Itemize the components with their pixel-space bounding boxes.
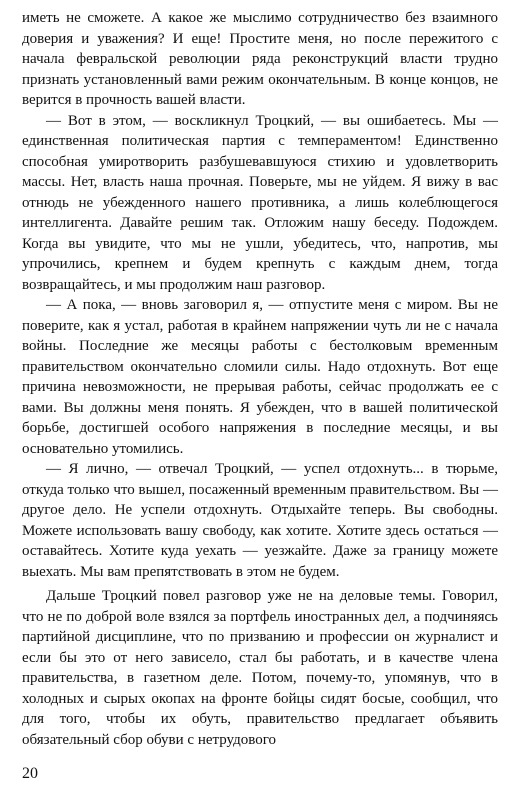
paragraph-2: — Вот в этом, — воскликнул Троцкий, — вы ошибаетесь. Мы — единственная политическая партия с темпераментом! Единственно способная умиротворить разбушевавшуюся стихию и удовлетворить массы. Нет, власть наша прочная. Поверьте, мы не уйдем. Я вижу в вас отнюдь не убежденного нашего противника, а лишь колеблющегося интеллигента. Давайте решим так. Отложим нашу беседу. Подождем. Когда вы увидите, что мы не ушли, убедитесь, что, напротив, мы упрочились, крепнем и будем крепнуть с каждым днем, тогда возвращайтесь, и мы продолжим наш разговор. — [22, 112, 498, 293]
page-number: 20 — [22, 765, 38, 782]
paragraph-5: Дальше Троцкий повел разговор уже не на деловые темы. Говорил, что не по доброй воле взялся за портфель иностранных дел, а подчиняясь партийной дисциплине, что по призванию и профессии он журналист и если бы это от него зависело, стал бы работать, и в качестве члена правительства, в газетном деле. Потом, почему-то, упомянув, что в холодных и сырых окопах на фронте бойцы сидят босые, сообщил, что для того, чтобы их обуть, правительство предлагает объявить обязательный сбор обуви с нетрудового — [22, 588, 498, 748]
paragraph-4: — Я лично, — отвечал Троцкий, — успел отдохнуть... в тюрьме, откуда только что вышел, посаженный временным правительством. Вы — другое дело. Не успели отдохнуть. Отдыхайте теперь. Вы свободны. Можете использовать вашу свободу, как хотите. Хотите здесь остаться — оставайтесь. Хотите куда уехать — уезжайте. Даже за границу можете выехать. Мы вам препятствовать в этом не будем. — [22, 461, 498, 580]
page-body — [22, 8, 498, 750]
paragraph-1: иметь не сможете. А какое же мыслимо сотрудничество без взаимного доверия и уважения? И еще! Простите меня, но после пережитого с начала февральской революции ряда реконструкций власти трудно признать установленный вами режим окончательным. В конце концов, не верится в прочность вашей власти. — [22, 10, 498, 108]
paragraph-3: — А пока, — вновь заговорил я, — отпустите меня с миром. Вы не поверите, как я устал, работая в крайнем напряжении чуть ли не с начала войны. Последние же месяцы работы с бестолковым временным правительством окончательно сломили силы. Надо отдохнуть. Вот еще причина невозможности, не прерывая работы, сейчас продолжать ее с вами. Вы должны меня понять. Я убежден, что в вашей политической борьбе, достигшей особого напряжения в последние месяцы, и вы основательно утомились. — [22, 297, 498, 457]
